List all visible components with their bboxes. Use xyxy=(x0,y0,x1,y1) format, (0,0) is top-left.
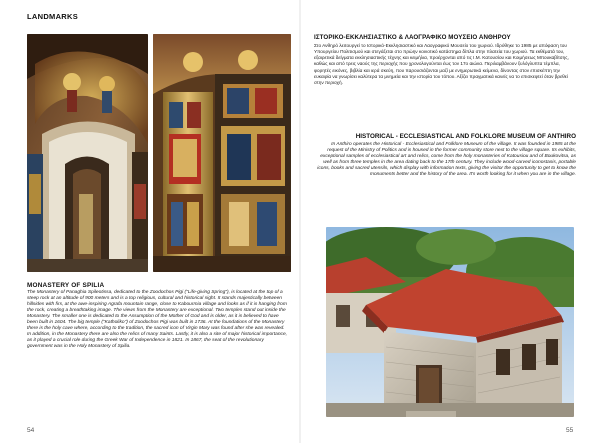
monastery-interior-photo-2 xyxy=(153,34,291,272)
monastery-interior-photo-1 xyxy=(27,34,148,272)
museum-article-english xyxy=(314,133,576,178)
article-heading: MONASTERY OF SPILIA xyxy=(27,282,105,289)
greek-body: Στο Ανθηρό λειτουργεί το Ιστορικό-Εκκλησιαστικό και Λαογραφικό Μουσείο του χωριού. Ιδρύθηκε το 1985 με απόφαση του Υπουργείου Πολιτισμού και στεγάζεται στο πρώην κοινοτικό κατάστημα δίπλα στην πλατεία του χωριού. Τα εκθέματά του, εξαιρετικά δείγματα εκκλησιαστικής τέχνης και κειμήλια, προέρχονται από τις Ι.Μ. Κατουσίου και Κοιμήσεως Μπουκαβίτσης, καθώς και από τρεις ναούς της περιοχής που χρονολογούνται έως τον 17ο αιώνα. Περιλαμβάνουν ξυλόγλυπτα τέμπλα, φορητές εικόνες, βιβλία και ιερά σκεύη, που παρουσιάζονται μαζί με ενημερωτικά κείμενα, δίνοντας στον επισκέπτη την ευκαιρία να γνωρίσει καλύτερα τα μνημεία και την ιστορία του τόπου. Αξίζει πραγματικά κανείς να το επισκεφτεί όταν βρεθεί στην περιοχή. xyxy=(314,43,569,85)
monastery-of-spilia-article xyxy=(27,282,287,350)
page-number-right: 55 xyxy=(566,427,574,434)
english-body: In Anthiro operates the Historical - Ecclesiastical and Folklore Museum of the village. It was founded in 1985 at the request of the Ministry of Politics and is housed in the former community store next to the village square. Its exhibits, exceptional samples of ecclesiastical art and relics, come from the holy monasteries of Katousiou and of Boukovitsa, as well as from three temples in the area dating back to the 17th century. They include wood-carved iconostasis, portable icons, books and sacred utensils, which display with information texts, giving the visitor the opportunity to get to know the monuments better and the history of the area. It's worth looking for it when you are in the village. xyxy=(317,141,576,178)
english-heading: HISTORICAL - ECCLESIASTICAL AND FOLKLORE MUSEUM OF ANTHIRO xyxy=(355,133,576,140)
page-number-left: 54 xyxy=(27,427,35,434)
museum-building-photo xyxy=(326,227,574,417)
page-gutter xyxy=(299,0,301,443)
section-title: LANDMARKS xyxy=(27,12,79,21)
museum-article-greek xyxy=(314,34,576,86)
greek-heading: ΙΣΤΟΡΙΚΟ-ΕΚΚΛΗΣΙΑΣΤΙΚΟ & ΛΑΟΓΡΑΦΙΚΟ ΜΟΥΣΕΙΟ ΑΝΘΗΡΟΥ xyxy=(314,34,511,41)
article-body: The Monastery of Panaghia Spileotissa, dedicated to the Zoodochos Pigi ("Life-giving Spring"), is located at the top of a steep rock at an altitude of 900 meters and is a top religious, cultural and historical sight. It stands majestically between hillsides with firs, at the awe-inspiring Agrafa mountain range, close to Kabourmia village and looks as if it is hanging from the rock, creating a breathtaking image. The views from the Monastery are exceptional. Two temples stand out inside the Monastery. The smaller one is dedicated to the Assumption of the Mother of God and is older, as it is believed to have been built in 1604. The big temple ("Katholiko") of Zoodochos Pigi was built in 1736. At the foundations of the Monastery there is the holy cave where, according to the tradition, the sacred icon of Virgin Mary was found after she was revealed. In addition, in the Monastery there are also the relics of many Saints. Lastly, it is also a site of major historical importance, as it played a crucial role during the Greek War of Independence in 1821. In 1867, the seat of the revolutionary government was in the Holy Monastery of Spilia. xyxy=(27,290,287,350)
